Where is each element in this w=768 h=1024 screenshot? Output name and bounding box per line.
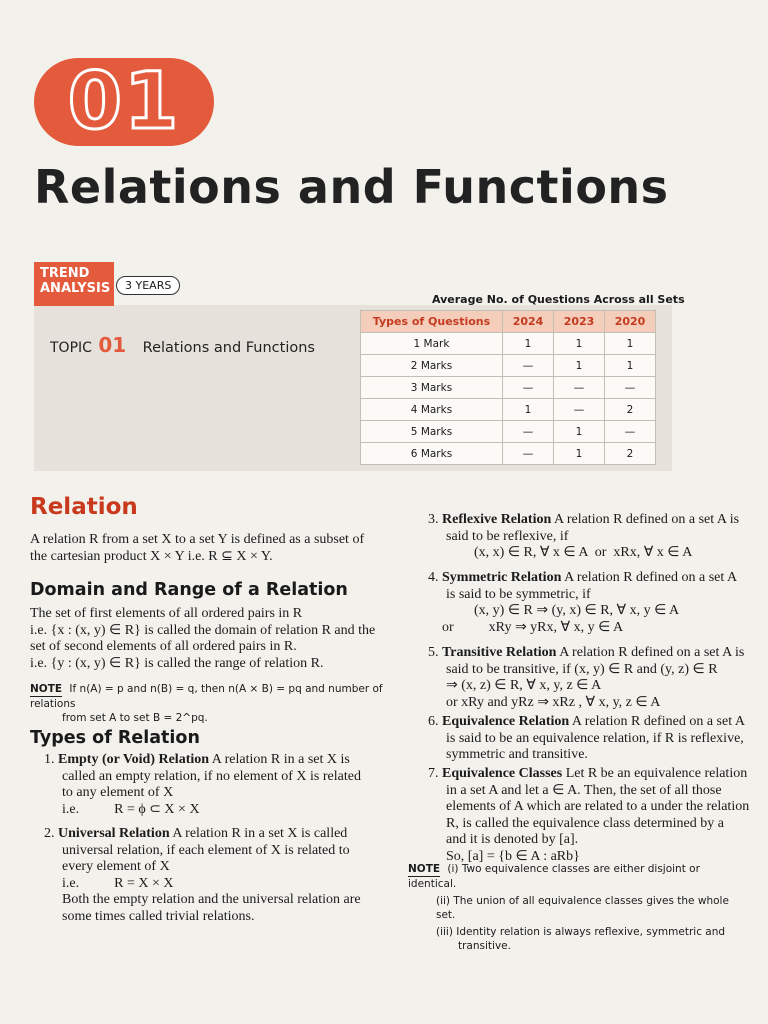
text-line: i.e. {x : (x, y) ∈ R} is called the domain of relation R and the	[30, 622, 376, 638]
column-header: Types of Questions	[361, 311, 503, 333]
relation-definition	[30, 532, 390, 565]
table-cell: —	[503, 377, 554, 399]
note-line: (ii) The union of all equivalence classes gives the whole set.	[436, 895, 729, 921]
equivalence-notes	[408, 862, 748, 953]
text-line: A relation R in a set X is	[211, 752, 350, 767]
topic-title: Relations and Functions	[142, 340, 315, 356]
text-line: called an empty relation, if no element of X is related	[62, 768, 361, 784]
item-number: 5.	[428, 645, 439, 660]
item-title: Symmetric Relation	[442, 570, 562, 585]
chapter-number-badge	[34, 58, 214, 146]
domain-note	[30, 682, 400, 725]
item-title: Equivalence Classes	[442, 766, 563, 781]
table-cell: —	[554, 399, 605, 421]
section-heading-relation: Relation	[30, 494, 138, 520]
table-cell: —	[503, 421, 554, 443]
question-trend-table	[360, 310, 656, 465]
text-line: (x, y) ∈ R ⇒ (y, x) ∈ R, ∀ x, y ∈ A	[474, 603, 680, 618]
text-line: every element of X	[62, 859, 170, 874]
text-line: i.e. R = X × X	[62, 875, 174, 891]
text-line: ⇒ (x, z) ∈ R, ∀ x, y, z ∈ A	[446, 678, 602, 693]
table-cell: 1	[554, 333, 605, 355]
item-number: 7.	[428, 766, 439, 781]
item-number: 1.	[44, 752, 55, 767]
note-label: NOTE	[30, 683, 63, 695]
table-row	[361, 355, 656, 377]
domain-range-text	[30, 606, 395, 672]
column-header: 2024	[503, 311, 554, 333]
note-line: (i) Two equivalence classes are either disjoint or identical.	[408, 863, 700, 890]
text-line: in a set A and let a ∈ A. Then, the set of all those	[446, 782, 722, 798]
note-line: from set A to set B = 2^pq.	[62, 712, 208, 724]
list-item-equivalence-classes	[428, 766, 753, 865]
table-cell: 6 Marks	[361, 443, 503, 465]
item-title: Universal Relation	[58, 826, 170, 841]
table-cell: 3 Marks	[361, 377, 503, 399]
table-cell: —	[554, 377, 605, 399]
list-item-equivalence-relation	[428, 714, 753, 764]
table-cell: 1	[503, 399, 554, 421]
table-cell: —	[503, 355, 554, 377]
text-line: A relation R defined on a set A is	[559, 645, 745, 660]
text-line: A relation R defined on a set A	[564, 570, 738, 585]
table-cell: 2	[605, 443, 656, 465]
note-line: transitive.	[458, 940, 511, 952]
table-row	[361, 399, 656, 421]
table-header-row	[361, 311, 656, 333]
list-item-transitive-relation	[428, 645, 753, 711]
text-line: A relation R defined on a set A	[571, 714, 745, 729]
text-line: set of second elements of all ordered pairs in R.	[30, 639, 297, 654]
list-item-reflexive-relation	[428, 512, 753, 562]
table-cell: 4 Marks	[361, 399, 503, 421]
column-header: 2020	[605, 311, 656, 333]
text-line: symmetric and transitive.	[446, 747, 588, 762]
item-number: 2.	[44, 826, 55, 841]
table-row	[361, 377, 656, 399]
list-item-symmetric-relation	[428, 570, 753, 636]
table-cell: 1	[503, 333, 554, 355]
section-heading-types: Types of Relation	[30, 728, 200, 748]
text-line: or xRy ⇒ yRx, ∀ x, y ∈ A	[442, 619, 624, 635]
text-line: A relation R in a set X is called	[172, 826, 348, 841]
text-line: i.e. {y : (x, y) ∈ R} is called the range of relation R.	[30, 655, 324, 671]
table-cell: —	[503, 443, 554, 465]
topic-heading	[50, 333, 315, 357]
item-number: 4.	[428, 570, 439, 585]
trend-tag-line2: ANALYSIS	[40, 281, 111, 296]
text-line: R, is called the equivalence class determined by a	[446, 815, 724, 831]
table-row	[361, 333, 656, 355]
text-line: So, [a] = {b ∈ A : aRb}	[446, 848, 580, 864]
item-title: Empty (or Void) Relation	[58, 752, 210, 767]
years-pill: 3 YEARS	[116, 276, 180, 295]
text-line: elements of A which are related to a under the relation	[446, 799, 750, 814]
table-row	[361, 443, 656, 465]
item-number: 6.	[428, 714, 439, 729]
text-line: The set of first elements of all ordered pairs in R	[30, 606, 303, 621]
text-line: (x, x) ∈ R, ∀ x ∈ A or xRx, ∀ x ∈ A	[474, 545, 693, 560]
trend-tag-line1: TREND	[40, 266, 90, 281]
trend-analysis-tag	[34, 262, 114, 306]
text-line: said to be reflexive, if	[446, 528, 569, 544]
note-line: If n(A) = p and n(B) = q, then n(A × B) = pq and number of relations	[30, 683, 383, 710]
text-line: said to be transitive, if (x, y) ∈ R and (y, z) ∈ R	[446, 661, 718, 677]
list-item-universal-relation	[44, 826, 394, 925]
text-line: Both the empty relation and the universal relation are	[62, 892, 361, 907]
section-heading-domain-range: Domain and Range of a Relation	[30, 580, 348, 600]
table-cell: 1	[605, 355, 656, 377]
topic-label: TOPIC	[50, 340, 92, 356]
chapter-number: 01	[67, 57, 181, 147]
item-title: Reflexive Relation	[442, 512, 552, 527]
item-title: Equivalence Relation	[442, 714, 570, 729]
list-item-empty-relation	[44, 752, 394, 818]
chapter-title: Relations and Functions	[34, 160, 669, 214]
text-line: some times called trivial relations.	[62, 908, 255, 924]
table-cell: 1	[554, 355, 605, 377]
table-cell: 2	[605, 399, 656, 421]
table-cell: 1	[554, 421, 605, 443]
item-number: 3.	[428, 512, 439, 527]
table-cell: —	[605, 421, 656, 443]
text-line: the cartesian product X × Y i.e. R ⊆ X × Y.	[30, 548, 273, 564]
text-line: is said to be an equivalence relation, if R is reflexive,	[446, 730, 744, 746]
text-line: is said to be symmetric, if	[446, 586, 591, 602]
table-caption: Average No. of Questions Across all Sets	[432, 293, 685, 306]
table-cell: 2 Marks	[361, 355, 503, 377]
text-line: and it is denoted by [a].	[446, 832, 579, 847]
topic-number: 01	[98, 333, 127, 357]
table-cell: —	[605, 377, 656, 399]
note-label: NOTE	[408, 863, 441, 875]
table-cell: 1	[605, 333, 656, 355]
note-line: (iii) Identity relation is always reflexive, symmetric and	[436, 926, 726, 938]
text-line: A relation R from a set X to a set Y is defined as a subset of	[30, 532, 365, 547]
column-header: 2023	[554, 311, 605, 333]
table-cell: 1 Mark	[361, 333, 503, 355]
text-line: to any element of X	[62, 785, 174, 800]
text-line: or xRy and yRz ⇒ xRz , ∀ x, y, z ∈ A	[446, 694, 661, 710]
text-line: i.e. R = ϕ ⊂ X × X	[62, 801, 200, 817]
item-title: Transitive Relation	[442, 645, 557, 660]
text-line: Let R be an equivalence relation	[565, 766, 748, 781]
table-row	[361, 421, 656, 443]
text-line: A relation R defined on a set A is	[553, 512, 740, 527]
table-cell: 5 Marks	[361, 421, 503, 443]
table-cell: 1	[554, 443, 605, 465]
text-line: universal relation, if each element of X is related to	[62, 842, 350, 858]
